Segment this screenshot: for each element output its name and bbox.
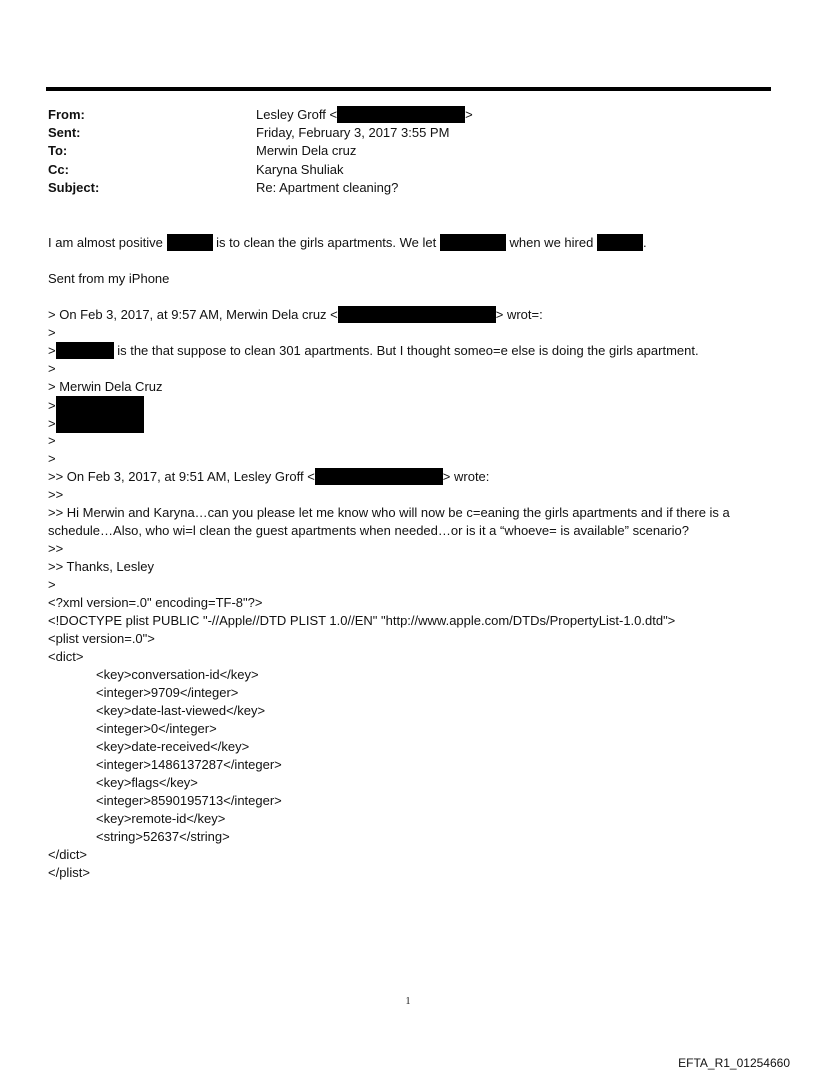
quote-line — [48, 414, 768, 432]
text-segment: I am almost positive — [48, 235, 167, 250]
redaction-name-1 — [167, 234, 213, 251]
to-row — [48, 142, 473, 160]
to-value: Merwin Dela cruz — [256, 143, 357, 159]
quote-line — [48, 342, 768, 360]
from-label: From: — [48, 107, 85, 122]
plist-entry: <key>date-received</key> — [96, 739, 250, 754]
quote-line — [48, 396, 768, 414]
quote-line: > — [48, 433, 56, 448]
text-segment: > wrote: — [442, 469, 490, 484]
text-segment: > — [48, 416, 56, 431]
cc-label: Cc: — [48, 161, 69, 177]
to-label: To: — [48, 143, 68, 159]
plist-entry: <key>date-last-viewed</key> — [96, 703, 266, 718]
redaction-signature-2 — [56, 414, 144, 433]
sent-label: Sent: — [48, 125, 81, 141]
redaction-name-3 — [597, 234, 643, 251]
quote-line: >> — [48, 541, 64, 556]
text-segment: > wrot=: — [495, 307, 543, 322]
plist-line: <plist version=.0"> — [48, 631, 155, 646]
plist-line: <?xml version=.0" encoding=TF-8"?> — [48, 595, 263, 610]
plist-entry: <key>remote-id</key> — [96, 811, 226, 826]
redaction-signature-1 — [56, 396, 144, 415]
plist-line: <!DOCTYPE plist PUBLIC "-//Apple//DTD PLIST 1.0//EN" "http://www.apple.com/DTDs/PropertyList-1.0.dtd"> — [48, 613, 676, 628]
subject-row — [48, 179, 473, 197]
email-header — [48, 106, 473, 197]
quote-line — [48, 306, 768, 324]
message-paragraph — [48, 234, 768, 252]
plist-entry: <key>conversation-id</key> — [96, 667, 259, 682]
plist-entry: <integer>8590195713</integer> — [96, 793, 282, 808]
text-segment: . — [642, 235, 647, 250]
quote-line: >> Thanks, Lesley — [48, 559, 154, 574]
text-segment: when we hired — [505, 235, 597, 250]
from-name: Lesley Groff < — [256, 107, 338, 122]
subject-label: Subject: — [48, 179, 100, 195]
cc-value: Karyna Shuliak — [256, 161, 344, 177]
quote-line: > — [48, 361, 56, 376]
from-row — [48, 106, 473, 124]
quote-line: >> — [48, 487, 64, 502]
from-value — [256, 106, 473, 124]
redaction-email-2 — [315, 468, 443, 485]
quote-line: > Merwin Dela Cruz — [48, 379, 163, 394]
spacer — [48, 252, 768, 270]
header-rule — [46, 87, 771, 91]
text-segment: is to clean the girls apartments. We let — [212, 235, 440, 250]
quote-line: > — [48, 325, 56, 340]
cc-row — [48, 161, 473, 179]
plist-line: </plist> — [48, 865, 90, 880]
quote-line: > — [48, 577, 56, 592]
plist-line: </dict> — [48, 847, 88, 862]
plist-entry: <key>flags</key> — [96, 775, 198, 790]
quote-paragraph: >> Hi Merwin and Karyna…can you please let me know who will now be c=eaning the girls apartments and if there is a schedule…Also, who wi=l clean the guest apartments when needed…or is it a “whoeve= is available” scenario? — [48, 505, 730, 538]
redaction-name-4 — [56, 342, 114, 359]
text-segment: is the that suppose to clean 301 apartments. But I thought someo=e else is doing the girls apartment. — [113, 343, 699, 358]
redaction-email-1 — [338, 306, 496, 323]
from-close: > — [465, 107, 473, 122]
plist-entry: <integer>1486137287</integer> — [96, 757, 282, 772]
page-number: 1 — [405, 996, 411, 1007]
quote-line — [48, 468, 768, 486]
redaction-name-2 — [440, 234, 506, 251]
email-body — [48, 234, 768, 882]
sent-from-line: Sent from my iPhone — [48, 271, 170, 286]
spacer — [48, 288, 768, 306]
text-segment: >> On Feb 3, 2017, at 9:51 AM, Lesley Groff < — [48, 469, 315, 484]
subject-value: Re: Apartment cleaning? — [256, 179, 399, 195]
quote-line: > — [48, 451, 56, 466]
text-segment: > — [48, 398, 56, 413]
redaction-from-email — [337, 106, 465, 123]
plist-entry: <integer>9709</integer> — [96, 685, 239, 700]
plist-line: <dict> — [48, 649, 84, 664]
sent-value: Friday, February 3, 2017 3:55 PM — [256, 125, 450, 141]
sent-row — [48, 124, 473, 142]
document-id: EFTA_R1_01254660 — [678, 1056, 790, 1070]
text-segment: > — [48, 343, 56, 358]
text-segment: > On Feb 3, 2017, at 9:57 AM, Merwin Dela cruz < — [48, 307, 338, 322]
plist-entry: <integer>0</integer> — [96, 721, 217, 736]
plist-entry: <string>52637</string> — [96, 829, 230, 844]
